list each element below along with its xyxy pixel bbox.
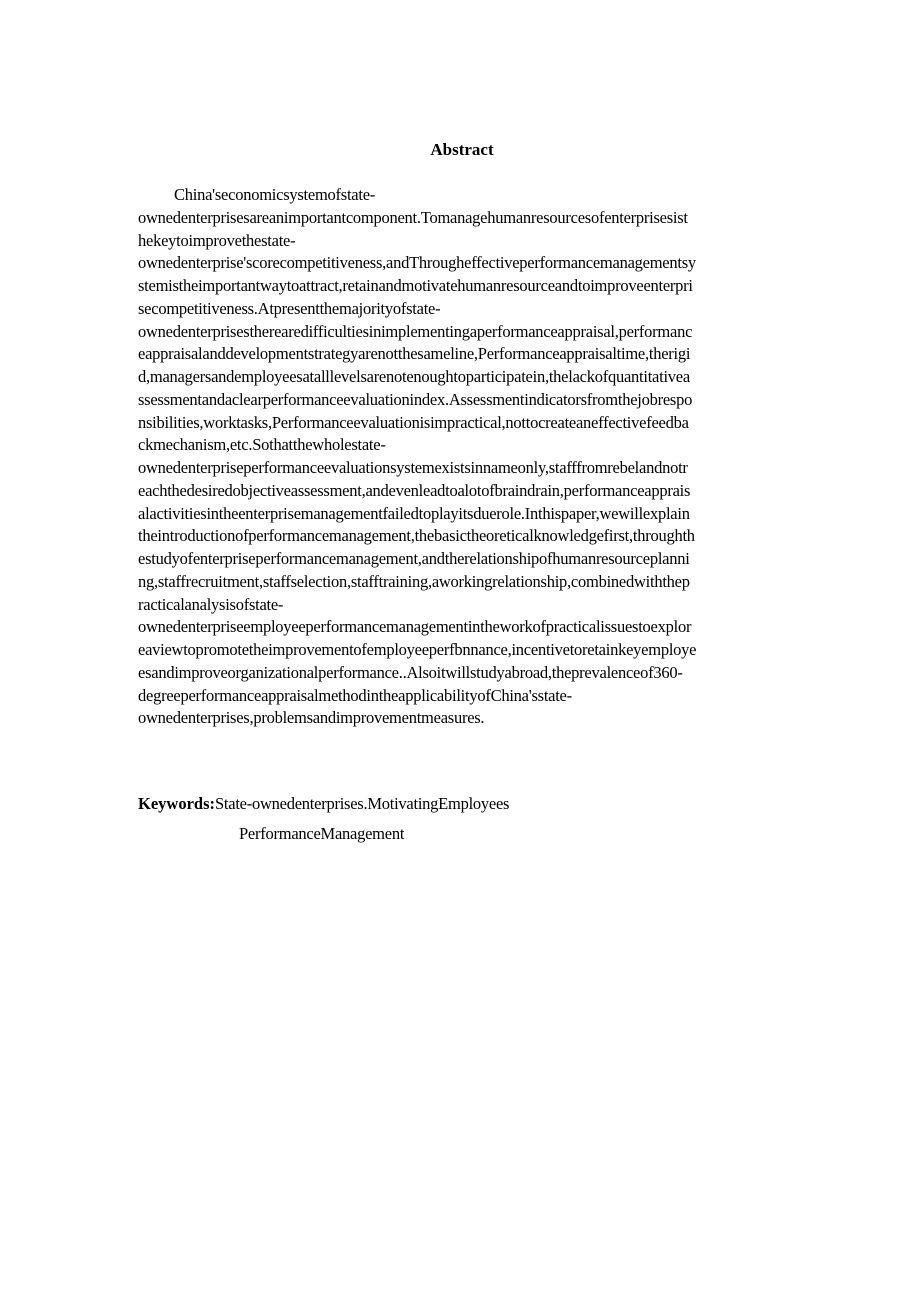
keywords-text: State-ownedenterprises.MotivatingEmployees [215, 794, 510, 813]
abstract-line: ownedenterpriseperformanceevaluationsystemexistsinnameonly,stafffromrebelandnotr [138, 458, 688, 477]
abstract-line: hekeytoimprovethestate- [138, 230, 296, 250]
abstract-line: ownedenterprise'scorecompetitiveness,andThrougheffectiveperformancemanagementsy [138, 253, 696, 273]
abstract-line: eaviewtopromotetheimprovementofemployeeperfbnnance,incentivetoretainkeyemploye [138, 640, 697, 659]
abstract-line: d,managersandemployeesatalllevelsarenotenoughtoparticipatein,thelackofquantitativea [138, 367, 690, 386]
abstract-line: stemistheimportantwaytoattract,retainandmotivatehumanresourceandtoimproveenterpri [138, 276, 693, 295]
abstract-line: secompetitiveness.Atpresentthemajorityofstate- [138, 298, 441, 318]
abstract-line: eappraisalanddevelopmentstrategyarenotthesameline,Performanceappraisaltime,therigi [138, 344, 691, 364]
abstract-line: ownedenterprisestherearedifficultiesinimplementingaperformanceappraisal,performanc [138, 321, 693, 341]
abstract-line: ownedenterprisesareanimportantcomponent.Tomanagehumanresourcesofenterprisesist [138, 207, 688, 227]
abstract-body [138, 184, 788, 730]
abstract-line: theintroductionofperformancemanagement,thebasictheoreticalknowledgefirst,throughth [138, 526, 695, 546]
abstract-line: esandimproveorganizationalperformance..Alsoitwillstudyabroad,theprevalenceof360- [138, 662, 683, 682]
abstract-line: ng,staffrecruitment,staffselection,stafftraining,aworkingrelationship,combinedwiththep [138, 571, 690, 591]
abstract-line: China'seconomicsystemofstate- [174, 185, 376, 204]
abstract-line: alactivitiesintheenterprisemanagementfailedtoplayitsduerole.Inthispaper,wewillexplain [138, 503, 690, 523]
abstract-line: degreeperformanceappraisalmethodintheapplicabilityofChina'sstate- [138, 685, 572, 705]
abstract-line: ownedenterprises,problemsandimprovementmeasures. [138, 708, 485, 728]
keywords-label: Keywords: [138, 794, 215, 813]
abstract-line: ckmechanism,etc.Sothatthewholestate- [138, 435, 386, 455]
abstract-line: eachthedesiredobjectiveassessment,andevenleadtoalotofbraindrain,performanceapprais [138, 480, 691, 500]
abstract-line: ownedenterpriseemployeeperformancemanagementintheworkofpracticalissuestoexplor [138, 617, 692, 637]
abstract-line: nsibilities,worktasks,Performanceevaluationisimpractical,nottocreateaneffectivefeedba [138, 412, 689, 432]
abstract-line: estudyofenterpriseperformancemanagement,andtherelationshipofhumanresourceplanni [138, 549, 690, 568]
abstract-line: racticalanalysisofstate- [138, 594, 284, 614]
keywords-continuation: PerformanceManagement [239, 824, 405, 843]
abstract-line: ssessmentandaclearperformanceevaluationindex.Assessmentindicatorsfromthejobrespo [138, 389, 693, 409]
abstract-title: Abstract [430, 140, 494, 159]
keywords-line [138, 793, 509, 815]
